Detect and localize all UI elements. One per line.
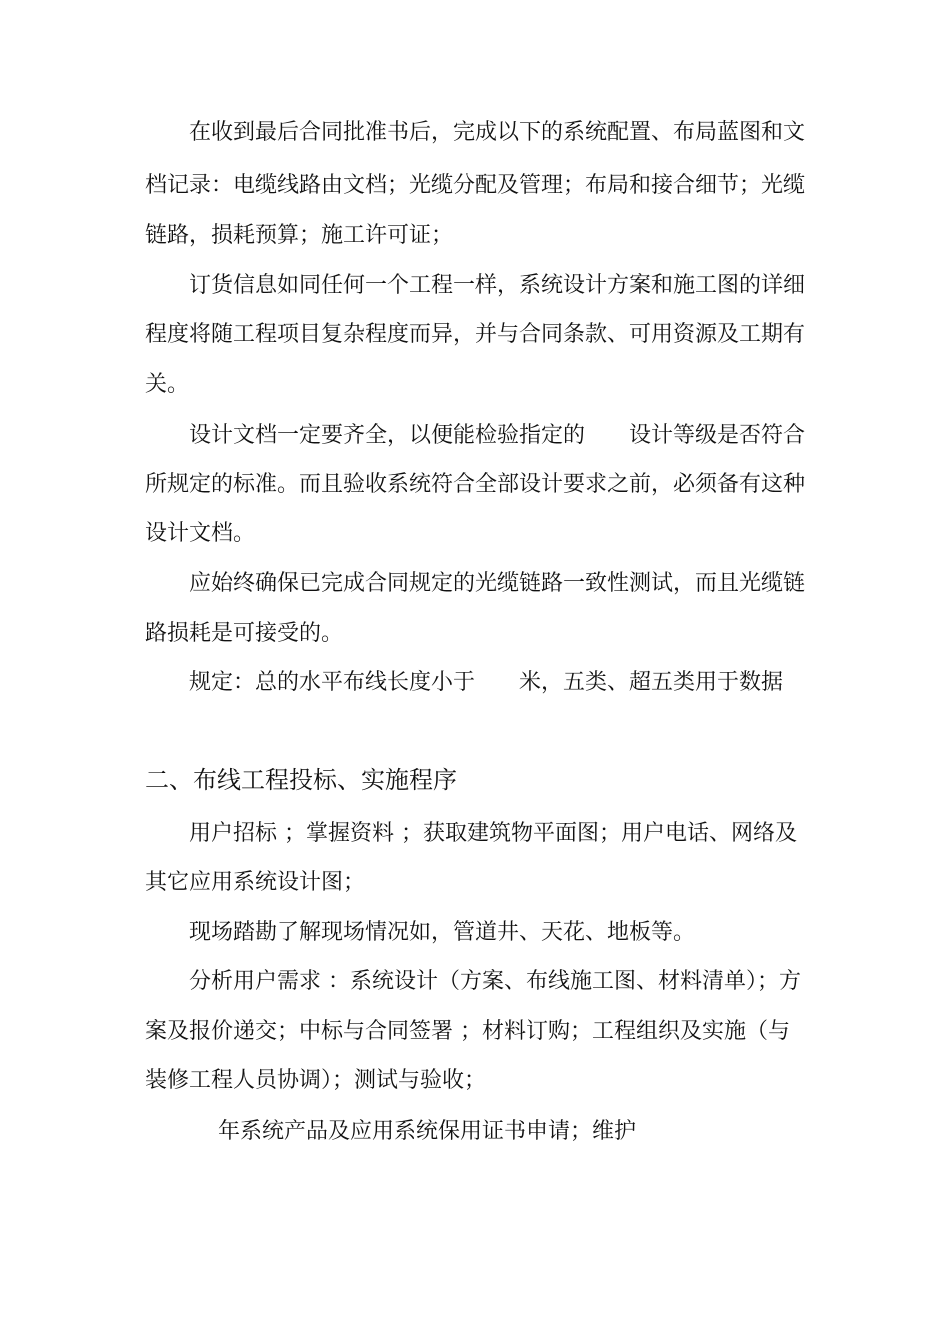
paragraph-line: 档记录：电缆线路由文档；光缆分配及管理；布局和接合细节；光缆 <box>145 173 806 198</box>
paragraph-line: 现场踏勘了解现场情况如，管道井、天花、地板等。 <box>189 920 696 945</box>
paragraph-line: 用户招标 ；掌握资料 ；获取建筑物平面图；用户电话、网络及 <box>189 821 797 846</box>
paragraph-line: 规定：总的水平布线长度小于 米，五类、超五类用于数据 <box>189 670 784 695</box>
paragraph-line: 设计文档。 <box>145 521 256 546</box>
paragraph-line: 年系统产品及应用系统保用证书申请；维护 <box>218 1119 637 1144</box>
paragraph-line: 链路，损耗预算；施工许可证； <box>145 223 454 248</box>
paragraph-line: 其它应用系统设计图； <box>145 870 366 895</box>
paragraph-line: 应始终确保已完成合同规定的光缆链路一致性测试，而且光缆链 <box>189 571 806 596</box>
paragraph-line: 程度将随工程项目复杂程度而异，并与合同条款、可用资源及工期有 <box>145 322 806 347</box>
paragraph-line: 路损耗是可接受的。 <box>145 621 344 646</box>
paragraph-line: 设计文档一定要齐全，以便能检验指定的 设计等级是否符合 <box>189 423 806 448</box>
paragraph-line: 所规定的标准。而且验收系统符合全部设计要求之前，必须备有这种 <box>145 472 806 497</box>
paragraph-line: 关。 <box>145 372 190 397</box>
section-heading: 二、布线工程投标、实施程序 <box>145 766 457 794</box>
paragraph-line: 订货信息如同任何一个工程一样，系统设计方案和施工图的详细 <box>189 273 806 298</box>
paragraph-line: 案及报价递交；中标与合同签署 ；材料订购；工程组织及实施（与 <box>145 1019 790 1044</box>
paragraph-line: 在收到最后合同批准书后，完成以下的系统配置、布局蓝图和文 <box>189 120 806 145</box>
paragraph-line: 装修工程人员协调）；测试与验收； <box>145 1068 487 1093</box>
paragraph-line: 分析用户需求 ：系统设计（方案、布线施工图、材料清单）；方 <box>189 969 801 994</box>
